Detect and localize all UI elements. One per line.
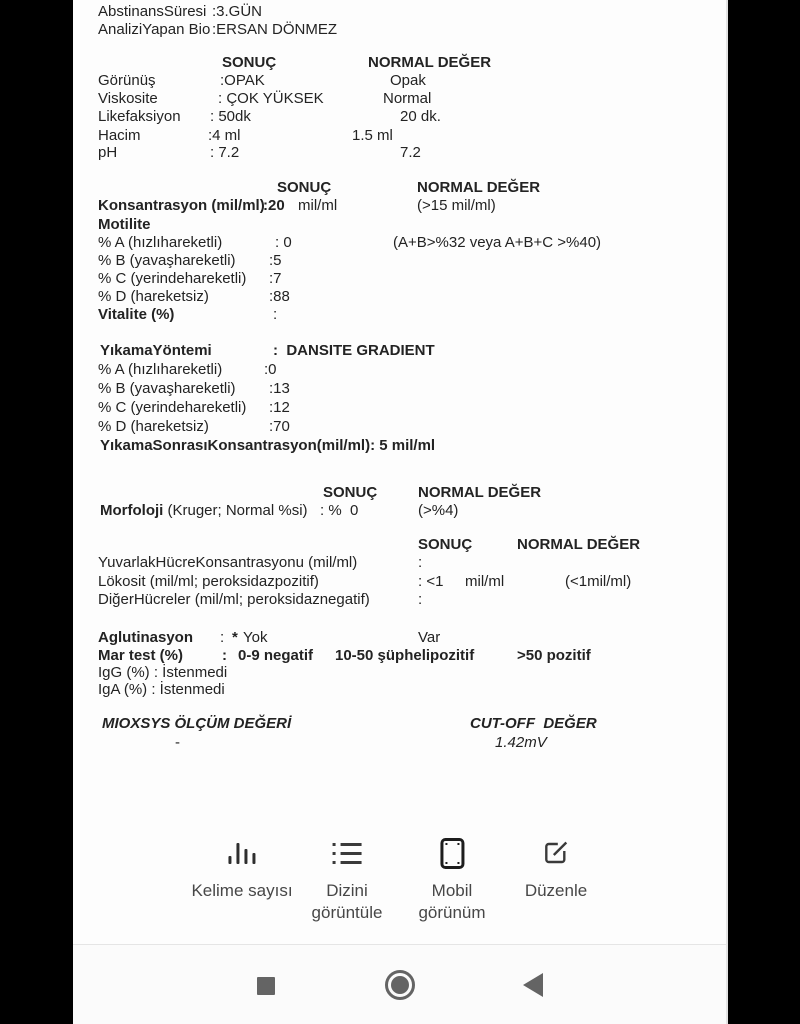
circle-home-icon [385, 970, 415, 1000]
row-label: pH [98, 144, 118, 161]
row-label: Hacim [98, 127, 141, 144]
android-navigation-bar [73, 944, 726, 1024]
row-value: :5 [269, 252, 282, 269]
word-count-label: Kelime sayısı [191, 881, 293, 900]
iga-line: IgA (%) : İstenmedi [98, 681, 225, 698]
abstinence-value: :3.GÜN [212, 3, 263, 20]
mobile-view-label2: görünüm [418, 903, 486, 922]
row-value: : [418, 591, 423, 608]
row-value: :7 [269, 270, 282, 287]
mobile-view-button[interactable] [418, 836, 485, 924]
row-normal: 7.2 [400, 144, 421, 161]
col-header-normal: NORMAL DEĞER [418, 484, 542, 501]
col-header-sonuc: SONUÇ [277, 179, 332, 196]
mar-test-positive: >50 pozitif [517, 647, 591, 664]
row-label: % A (hızlıhareketli) [98, 234, 223, 251]
back-button[interactable] [523, 973, 543, 997]
col-header-sonuc: SONUÇ [418, 536, 473, 553]
row-unit: mil/ml [465, 573, 505, 590]
agglutination-star: * [232, 629, 238, 646]
row-value: : <1 [418, 573, 444, 590]
mioxsys-value: - [175, 734, 180, 751]
row-normal: Normal [383, 90, 432, 107]
row-label: % D (hareketsiz) [98, 288, 209, 305]
agglutination-alt: Var [418, 629, 441, 646]
row-label: Likefaksiyon [98, 108, 181, 125]
agglutination-colon: : [220, 629, 225, 646]
vitality-label: Vitalite (%) [98, 306, 175, 323]
triangle-back-icon [523, 973, 543, 997]
col-header-normal: NORMAL DEĞER [368, 54, 492, 71]
row-value: : ÇOK YÜKSEK [218, 90, 324, 107]
concentration-normal: (>15 mil/ml) [417, 197, 496, 214]
mar-test-negative: 0-9 negatif [238, 647, 314, 664]
edit-icon [541, 838, 571, 868]
row-value: : [418, 554, 423, 571]
row-value: :0 [264, 361, 277, 378]
view-index-label: Dizini [326, 881, 368, 900]
row-value: :12 [269, 399, 290, 416]
row-label: % B (yavaşhareketli) [98, 252, 236, 269]
analyst-value: :ERSAN DÖNMEZ [212, 21, 338, 38]
col-header-normal: NORMAL DEĞER [517, 536, 641, 553]
concentration-value: :20 [263, 197, 285, 214]
mobile-view-icon [440, 838, 464, 869]
mioxsys-label: MIOXSYS ÖLÇÜM DEĞERİ [102, 715, 292, 732]
cutoff-label: CUT-OFF DEĞER [470, 715, 597, 732]
row-normal: Opak [390, 72, 426, 89]
row-value: : 50dk [210, 108, 251, 125]
mar-test-suspect: 10-50 şüphelipozitif [335, 647, 475, 664]
row-normal: 20 dk. [400, 108, 441, 125]
post-wash-concentration: YıkamaSonrasıKonsantrasyon(mil/ml): 5 mil/ml [100, 437, 436, 454]
row-value: :4 ml [208, 127, 241, 144]
row-label: % C (yerindehareketli) [98, 399, 247, 416]
row-label: % C (yerindehareketli) [98, 270, 247, 287]
recents-button[interactable] [257, 977, 275, 995]
col-header-sonuc: SONUÇ [323, 484, 378, 501]
row-label: % A (hızlıhareketli) [98, 361, 223, 378]
morphology-normal: (>%4) [418, 502, 459, 519]
mar-test-label: Mar test (%) [98, 647, 184, 664]
row-normal: (<1mil/ml) [565, 573, 632, 590]
edit-label: Düzenle [524, 881, 588, 900]
igg-line: IgG (%) : İstenmedi [98, 664, 228, 681]
home-button[interactable] [385, 970, 415, 1000]
row-label: % D (hareketsiz) [98, 418, 209, 435]
view-index-label2: görüntüle [311, 903, 383, 922]
concentration-unit: mil/ml [298, 197, 338, 214]
morphology-label: Morfoloji (Kruger; Normal %si) [100, 502, 308, 519]
concentration-label: Konsantrasyon (mil/ml) [98, 197, 265, 214]
wash-method-value: : DANSITE GRADIENT [273, 342, 435, 359]
row-label: Lökosit (mil/ml; peroksidazpozitif) [98, 573, 319, 590]
row-label: % B (yavaşhareketli) [98, 380, 236, 397]
square-recents-icon [257, 977, 275, 995]
row-label: Viskosite [98, 90, 158, 107]
row-value: :70 [269, 418, 290, 435]
row-label: YuvarlakHücreKonsantrasyonu (mil/ml) [98, 554, 358, 571]
row-normal: 1.5 ml [352, 127, 393, 144]
vitality-value: : [273, 306, 278, 323]
row-label: DiğerHücreler (mil/ml; peroksidaznegatif) [98, 591, 370, 608]
bar-chart-icon [229, 843, 256, 864]
list-icon [332, 843, 361, 864]
mar-test-colon: : [222, 647, 227, 664]
mobile-view-label: Mobil [431, 881, 473, 900]
morphology-value: : % 0 [320, 502, 359, 519]
word-count-button[interactable] [191, 836, 292, 902]
agglutination-value: Yok [243, 629, 268, 646]
row-value: :88 [269, 288, 290, 305]
document-viewer-panel [73, 0, 728, 1024]
cutoff-value: 1.42mV [495, 734, 547, 751]
analyst-label: AnaliziYapan Bio [98, 21, 211, 38]
row-value: :OPAK [220, 72, 265, 89]
agglutination-label: Aglutinasyon [98, 629, 194, 646]
wash-method-label: YıkamaYöntemi [100, 342, 212, 359]
edit-button[interactable] [525, 836, 587, 902]
col-header-sonuc: SONUÇ [222, 54, 277, 71]
col-header-normal: NORMAL DEĞER [417, 179, 541, 196]
abstinence-label: AbstinansSüresi [98, 3, 207, 20]
motility-title: Motilite [98, 216, 151, 233]
row-label: Görünüş [98, 72, 156, 89]
view-index-button[interactable] [312, 836, 383, 924]
report-document [73, 0, 726, 1024]
row-value: : 7.2 [210, 144, 240, 161]
row-value: : 0 [275, 234, 292, 251]
motility-normal: (A+B>%32 veya A+B+C >%40) [393, 234, 602, 251]
row-value: :13 [269, 380, 290, 397]
